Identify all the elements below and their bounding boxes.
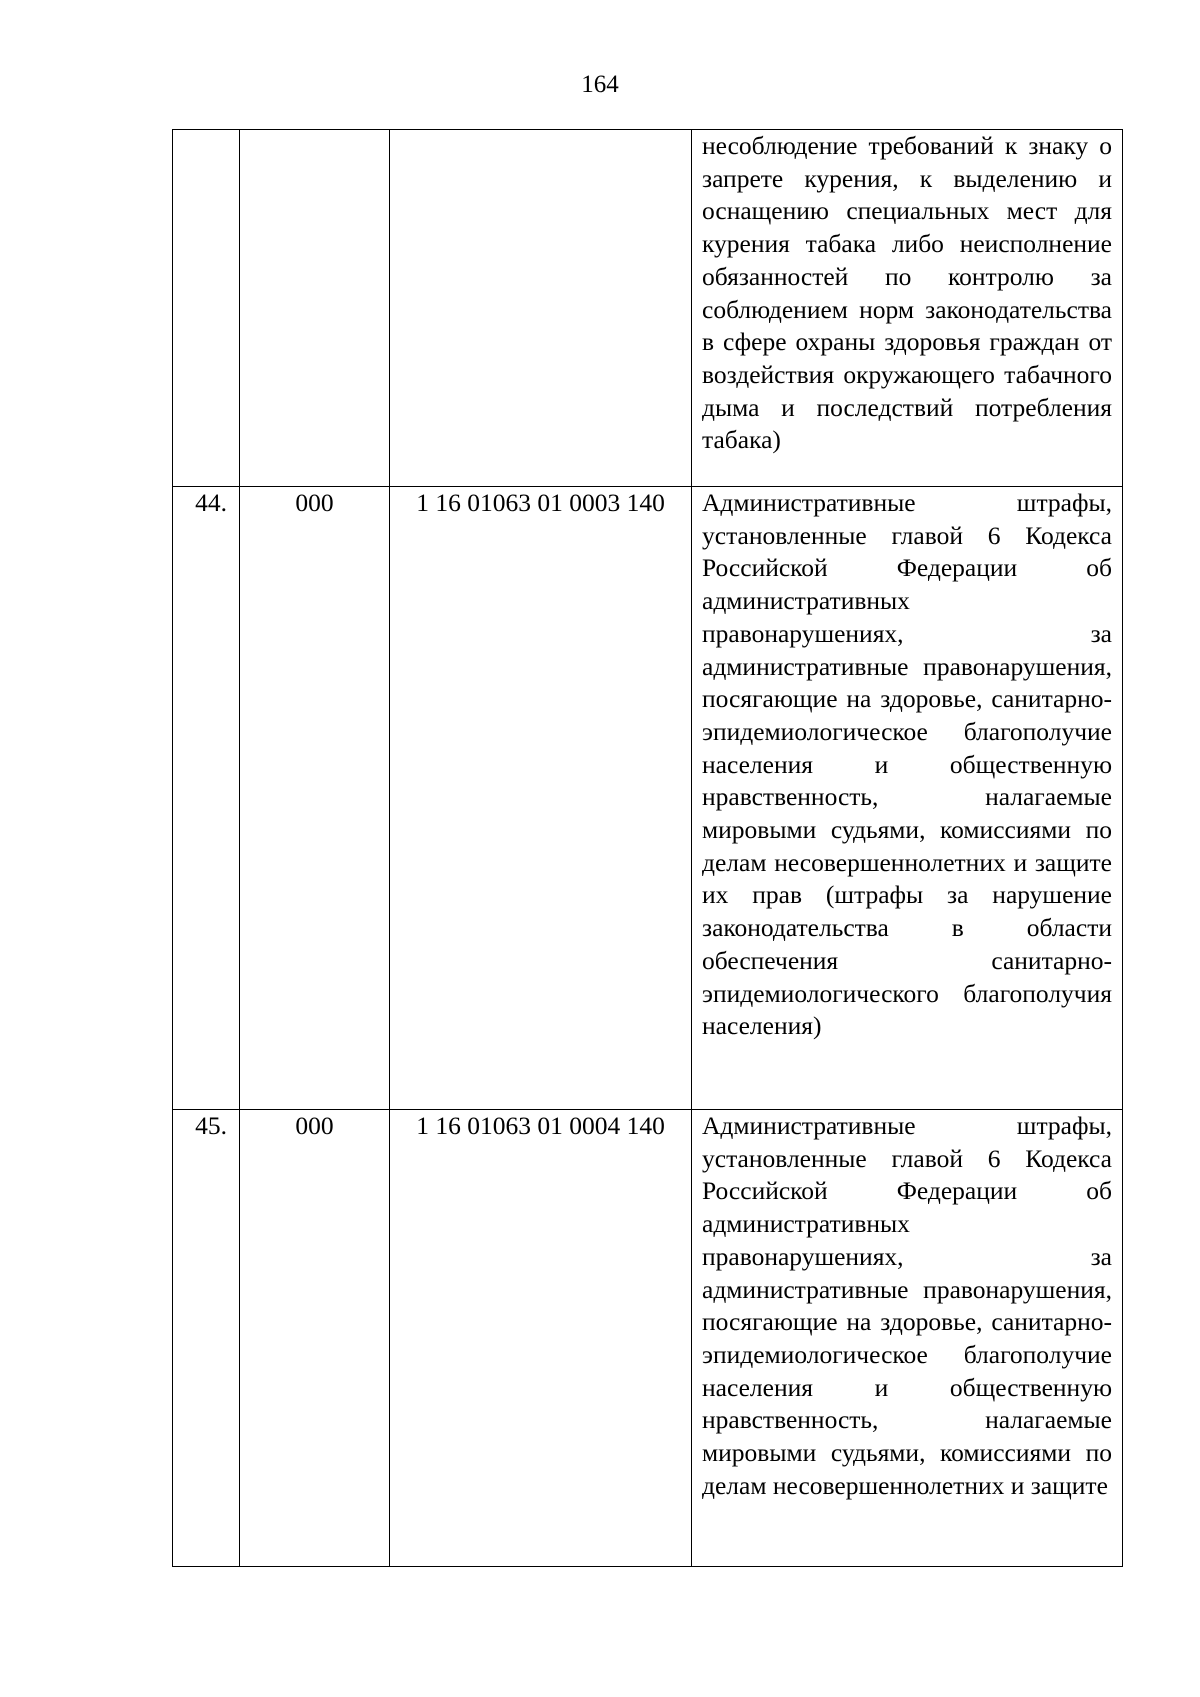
admin-code-cell: 000 [240, 1110, 390, 1567]
admin-code-cell [240, 130, 390, 487]
row-number-cell: 44. [173, 487, 240, 1110]
description-cell: Административные штрафы, установленные главой 6 Кодекса Российской Федерации об административных правонарушениях, за административные правонарушения, посягающие на здоровье, санитарно-эпидемиологическое благополучие населения и общественную нравственность, налагаемые мировыми судьями, комиссиями по делам несовершеннолетних и защите [692, 1110, 1123, 1567]
row-number-cell: 45. [173, 1110, 240, 1567]
table-row [173, 487, 1123, 1110]
page-number: 164 [581, 71, 619, 98]
table-row [173, 1110, 1123, 1567]
kbk-code-cell: 1 16 01063 01 0003 140 [390, 487, 692, 1110]
description-cell: Административные штрафы, установленные главой 6 Кодекса Российской Федерации об административных правонарушениях, за административные правонарушения, посягающие на здоровье, санитарно-эпидемиологическое благополучие населения и общественную нравственность, налагаемые мировыми судьями, комиссиями по делам несовершеннолетних и защите их прав (штрафы за нарушение законодательства в области обеспечения санитарно-эпидемиологического благополучия населения) [692, 487, 1123, 1110]
budget-codes-table [172, 129, 1123, 1567]
kbk-code-cell [390, 130, 692, 487]
kbk-code-cell: 1 16 01063 01 0004 140 [390, 1110, 692, 1567]
description-cell: несоблюдение требований к знаку о запрете курения, к выделению и оснащению специальных мест для курения табака либо неисполнение обязанностей по контролю за соблюдением норм законодательства в сфере охраны здоровья граждан от воздействия окружающего табачного дыма и последствий потребления табака) [692, 130, 1123, 487]
admin-code-cell: 000 [240, 487, 390, 1110]
table-row [173, 130, 1123, 487]
row-number-cell [173, 130, 240, 487]
